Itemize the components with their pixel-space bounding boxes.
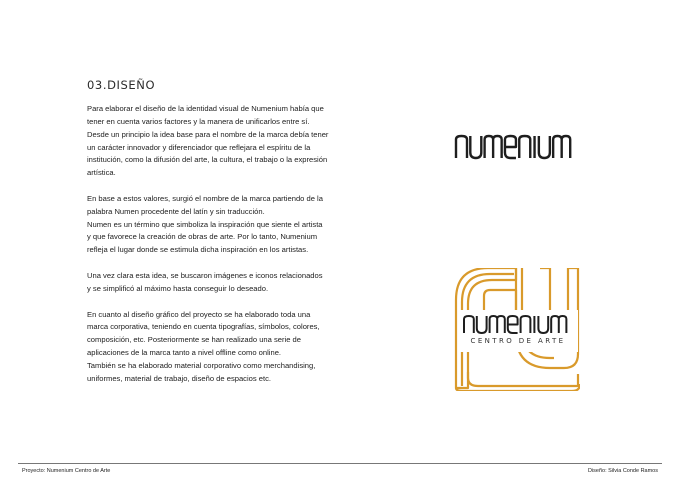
body-line: refleja el lugar donde se estimula dicha inspiración en los artistas.: [87, 245, 309, 255]
wordmark-letter: [508, 316, 518, 333]
wordmark-letter: [490, 316, 505, 333]
body-line: En base a estos valores, surgió el nombre de la marca partiendo de la: [87, 193, 323, 203]
wordmark-letter: [521, 316, 531, 333]
numenium-logo-wordmark: [462, 314, 572, 336]
wordmark-letter: [477, 316, 487, 333]
body-line: artística.: [87, 168, 116, 178]
wordmark-letter: [551, 316, 566, 333]
body-paragraph: [87, 193, 377, 257]
body-line: marca corporativa, teniendo en cuenta tipografías, símbolos, colores,: [87, 322, 320, 332]
body-line: y se simplificó al máximo hasta conseguir lo deseado.: [87, 283, 269, 293]
wordmark-letter: [485, 136, 502, 158]
body-line: y que favorece la creación de obras de arte. Por lo tanto, Numenium: [87, 232, 318, 242]
body-line: institución, como la difusión del arte, la cultura, el trabajo o la expresión: [87, 155, 328, 165]
wordmark-letter: [470, 136, 481, 158]
body-text: [87, 103, 377, 398]
body-line: tener en cuenta varios factores y la manera de unificarlos entre sí.: [87, 116, 310, 126]
wordmark-letter: [505, 136, 516, 158]
wordmark-letter: [538, 316, 548, 333]
body-line: composición, etc. Posteriormente se han realizado una serie de: [87, 335, 302, 345]
logo-subtitle: CENTRO DE ARTE: [470, 337, 566, 345]
body-line: uniformes, material de trabajo, diseño de espacios etc.: [87, 373, 272, 383]
footer-project-credit: Proyecto: Numenium Centro de Arte: [22, 468, 111, 474]
body-paragraph: [87, 309, 377, 386]
wordmark-letter: [456, 136, 467, 158]
body-paragraph: [87, 103, 377, 180]
numenium-wordmark-logo: [454, 134, 578, 162]
footer-divider: [18, 463, 662, 464]
wordmark-letter: [519, 136, 530, 158]
body-line: También se ha elaborado material corporativo como merchandising,: [87, 360, 316, 370]
wordmark-letter: [539, 136, 550, 158]
body-line: Desde un principio la idea base para el nombre de la marca debía tener: [87, 129, 329, 139]
section-title: 03.DISEÑO: [87, 78, 156, 92]
body-line: Para elaborar el diseño de la identidad visual de Numenium había que: [87, 104, 324, 113]
wordmark-letter: [464, 316, 474, 333]
body-line: aplicaciones de la marca tanto a nivel offline como online.: [87, 348, 282, 358]
body-line: Una vez clara esta idea, se buscaron imágenes e iconos relacionados: [87, 270, 323, 280]
body-paragraph: [87, 270, 377, 296]
body-line: palabra Numen procedente del latín y sin traducción.: [87, 206, 265, 216]
wordmark-letter: [553, 136, 570, 158]
footer-design-credit: Diseño: Silvia Conde Ramos: [587, 468, 658, 474]
body-line: un carácter innovador y diferenciador que reflejara el espíritu de la: [87, 142, 311, 152]
body-line: En cuanto al diseño gráfico del proyecto se ha elaborado toda una: [87, 309, 311, 319]
body-line: Numen es un término que simboliza la inspiración que siente el artista: [87, 219, 323, 229]
